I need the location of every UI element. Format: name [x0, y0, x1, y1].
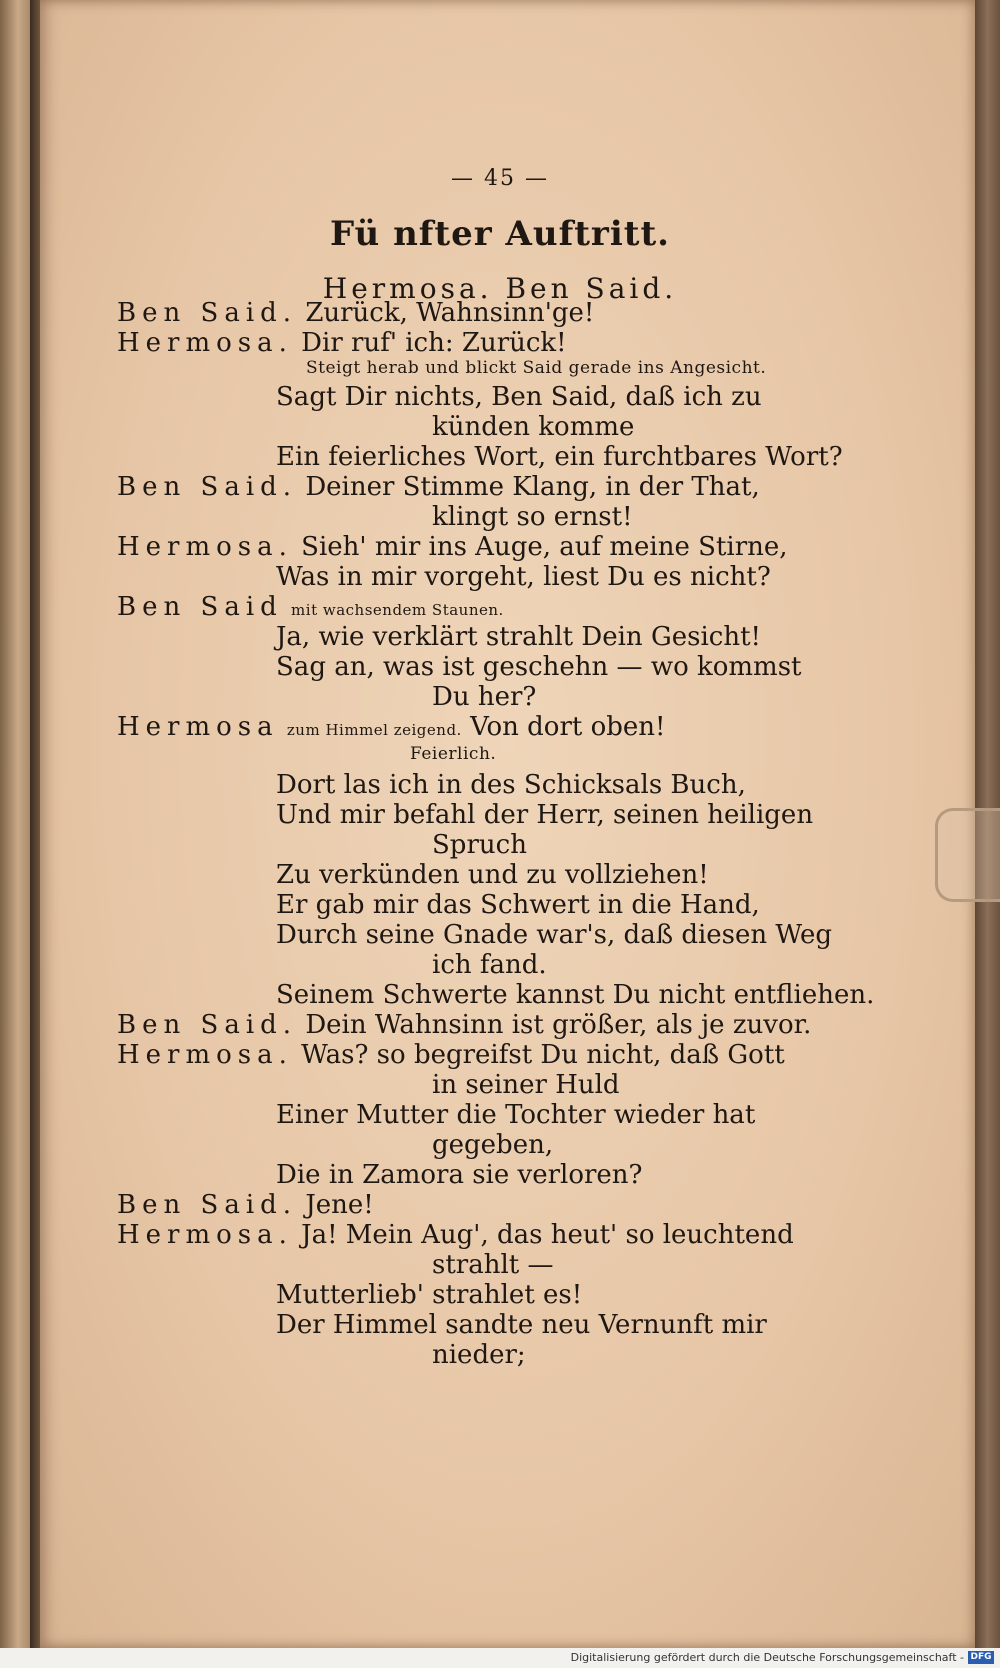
dialogue-line: Ben Said. Dein Wahnsinn ist größer, als je zuvor. [117, 1010, 812, 1040]
verse-line: Er gab mir das Schwert in die Hand, [276, 890, 760, 920]
footer-bar [0, 1648, 1000, 1668]
verse-line: Dort las ich in des Schicksals Buch, [276, 770, 746, 800]
verse-line: gegeben, [432, 1130, 554, 1160]
verse-line: nieder; [432, 1340, 526, 1370]
dialogue-line: Hermosa. Sieh' mir ins Auge, auf meine Stirne, [117, 532, 788, 562]
verse-line: Was in mir vorgeht, liest Du es nicht? [276, 562, 771, 592]
page-number: — 45 — [451, 166, 549, 191]
verse-line: Seinem Schwerte kannst Du nicht entfliehen. [276, 980, 875, 1010]
funding-credit: Digitalisierung gefördert durch die Deutsche Forschungsgemeinschaft - [570, 1651, 964, 1664]
stage-direction: Feierlich. [410, 744, 497, 764]
stage-direction: Steigt herab und blickt Said gerade ins Angesicht. [306, 358, 767, 378]
dialogue-line: Ben Said mit wachsendem Staunen. [117, 592, 504, 622]
dialogue-line: Ben Said. Deiner Stimme Klang, in der That, [117, 472, 760, 502]
dialogue-line: Ben Said. Zurück, Wahnsinn'ge! [117, 298, 595, 328]
scene-heading: Fü nfter Auftritt. [329, 214, 671, 254]
verse-line: künden komme [432, 412, 635, 442]
verse-line: Die in Zamora sie verloren? [276, 1160, 643, 1190]
verse-line: Sag an, was ist geschehn — wo kommst [276, 652, 802, 682]
dialogue-line: Hermosa zum Himmel zeigend. Von dort oben! [117, 712, 666, 742]
verse-line: Mutterlieb' strahlet es! [276, 1280, 583, 1310]
verse-line: Du her? [432, 682, 537, 712]
verse-line: strahlt — [432, 1250, 554, 1280]
verse-line: Ja, wie verklärt strahlt Dein Gesicht! [276, 622, 761, 652]
verse-line: in seiner Huld [432, 1070, 620, 1100]
dialogue-line: Hermosa. Dir ruf' ich: Zurück! [117, 328, 567, 358]
verse-line: Ein feierliches Wort, ein furchtbares Wort? [276, 442, 843, 472]
page-clip [935, 808, 1000, 902]
verse-line: Spruch [432, 830, 527, 860]
verse-line: Zu verkünden und zu vollziehen! [276, 860, 709, 890]
verse-line: Der Himmel sandte neu Vernunft mir [276, 1310, 767, 1340]
verse-line: ich fand. [432, 950, 547, 980]
dialogue-line: Hermosa. Was? so begreifst Du nicht, daß Gott [117, 1040, 785, 1070]
verse-line: Sagt Dir nichts, Ben Said, daß ich zu [276, 382, 762, 412]
dialogue-line: Hermosa. Ja! Mein Aug', das heut' so leuchtend [117, 1220, 794, 1250]
dialogue-line: Ben Said. Jene! [117, 1190, 374, 1220]
dfg-logo: DFG [968, 1651, 994, 1664]
scene-persons: Hermosa. Ben Said. [322, 272, 678, 305]
verse-line: Einer Mutter die Tochter wieder hat [276, 1100, 756, 1130]
verse-line: Durch seine Gnade war's, daß diesen Weg [276, 920, 833, 950]
verse-line: Und mir befahl der Herr, seinen heiligen [276, 800, 814, 830]
verse-line: klingt so ernst! [432, 502, 633, 532]
